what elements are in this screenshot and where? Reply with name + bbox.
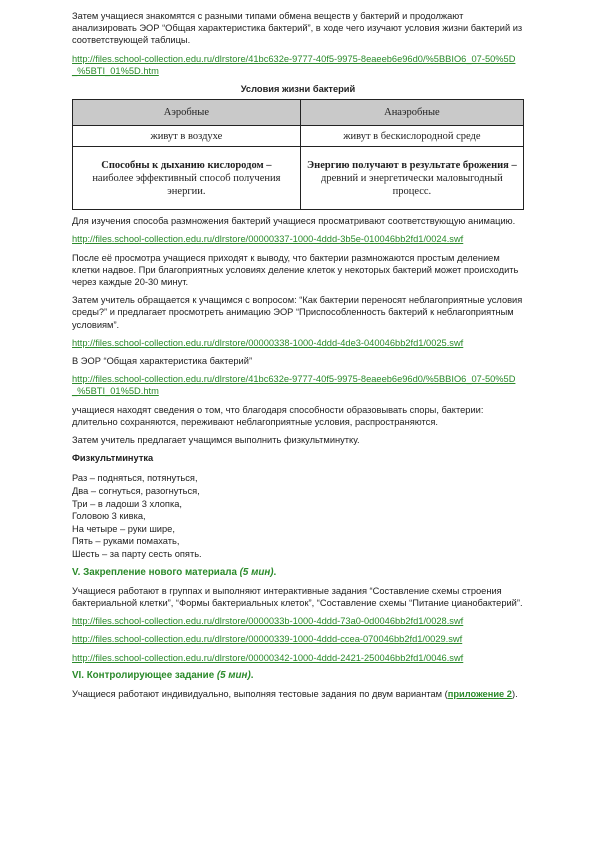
- individual-text: Учащиеся работают индивидуально, выполняя тестовые задания по двум вариантам (: [72, 689, 448, 700]
- section-6-heading: [72, 670, 524, 682]
- fizkult-intro-paragraph: Затем учитель предлагает учащимся выполнить физкультминутку.: [72, 435, 360, 446]
- poem-line: Раз – подняться, потянуться,: [72, 473, 198, 484]
- aerobic-energy-text: наиболее эффективный способ получения энергии.: [92, 172, 281, 197]
- poem-line: На четыре – руки шире,: [72, 523, 175, 534]
- intro-paragraph: Затем учащиеся знакомятся с разными типами обмена веществ у бактерий и продолжают анализировать ЭОР “Общая характеристика бактерий”, в ходе чего изучают условия жизни бактерий из соответствующей таблицы.: [72, 11, 523, 46]
- task-link-cell-scheme[interactable]: http://files.school-collection.edu.ru/dlrstore/0000033b-1000-4ddd-73a0-0d0046bb2fd1/0028.swf: [72, 616, 464, 627]
- poem: [72, 472, 524, 560]
- conditions-table: [72, 99, 524, 210]
- task-link-cell-forms[interactable]: http://files.school-collection.edu.ru/dlrstore/00000339-1000-4ddd-ccea-070046bb2fd1/0029.swf: [72, 634, 463, 645]
- section-6-title: VI. Контролирующее задание: [72, 669, 217, 681]
- individual-paragraph: [72, 688, 524, 700]
- aerobic-habitat: живут в воздухе: [73, 126, 301, 147]
- section-5-dot: .: [273, 566, 277, 578]
- spores-paragraph: учащиеся находят сведения о том, что благодаря способности образовывать споры, бактерии: длительно сохраняются, переживают неблагоприятные условия, распространяются.: [72, 404, 484, 427]
- section-5-time: (5 мин): [239, 566, 274, 578]
- poem-line: Пять – руками помахать,: [72, 536, 180, 547]
- eor-link-general[interactable]: http://files.school-collection.edu.ru/dlrstore/41bc632e-9777-40f5-9975-8eaeeb6e96d0/%5BBIO6_07-50%5D_%5BTI_01%5D.htm: [72, 53, 516, 76]
- poem-line: Три – в ладоши 3 хлопка,: [72, 498, 182, 509]
- teacher-question-paragraph: Затем учитель обращается к учащимся с вопросом: “Как бактерии переносят неблагоприятные условия среды?” и предлагает просмотреть анимацию ЭОР “Приспособленность бактерий к неблагоприятным условиям”.: [72, 295, 523, 330]
- aerobic-energy-cell: [73, 147, 301, 210]
- table-title: Условия жизни бактерий: [240, 84, 356, 95]
- section-5-heading: [72, 567, 524, 579]
- animation-link-reproduction[interactable]: http://files.school-collection.edu.ru/dlrstore/00000337-1000-4ddd-3b5e-010046bb2fd1/0024.swf: [72, 234, 464, 245]
- poem-line: Два – согнуться, разогнуться,: [72, 486, 200, 497]
- groups-paragraph: Учащиеся работают в группах и выполняют интерактивные задания “Составление схемы строения бактериальной клетки”, “Формы бактериальных клеток”, “Составление схемы “Питание цианобактерий”.: [72, 585, 523, 609]
- fizkult-title: Физкультминутка: [72, 453, 154, 464]
- header-aerobic: Аэробные: [73, 100, 301, 126]
- section-6-time: (5 мин): [216, 669, 251, 681]
- aerobic-energy-bold: Способны к дыханию кислородом –: [101, 159, 272, 171]
- anaerobic-energy-text: древний и энергетически маловыгодный процесс.: [321, 172, 503, 197]
- anaerobic-energy-cell: [300, 147, 523, 210]
- appendix-2-link[interactable]: приложение 2: [447, 689, 512, 700]
- eor-link-general-2[interactable]: http://files.school-collection.edu.ru/dlrstore/41bc632e-9777-40f5-9975-8eaeeb6e96d0/%5BBIO6_07-50%5D_%5BTI_01%5D.htm: [72, 374, 516, 397]
- document-page: [72, 10, 524, 706]
- anaerobic-habitat: живут в бескислородной среде: [300, 126, 523, 147]
- eor-paragraph: В ЭОР “Общая характеристика бактерий”: [72, 356, 253, 367]
- individual-end: ).: [511, 689, 518, 700]
- study-paragraph: Для изучения способа размножения бактерий учащиеся просматривают соответствующую анимацию.: [72, 216, 516, 227]
- poem-line: Головою 3 кивка,: [72, 511, 146, 522]
- section-6-dot: .: [250, 669, 254, 681]
- poem-line: Шесть – за парту сесть опять.: [72, 549, 202, 560]
- anaerobic-energy-bold: Энергию получают в результате брожения –: [307, 159, 517, 171]
- after-paragraph: После её просмотра учащиеся приходят к выводу, что бактерии размножаются простым делением клетки надвое. При благоприятных условиях деление клеток у некоторых бактерий может происходить через каждые 20-30 минут.: [72, 252, 519, 288]
- task-link-cyanobacteria[interactable]: http://files.school-collection.edu.ru/dlrstore/00000342-1000-4ddd-2421-250046bb2fd1/0046.swf: [72, 652, 464, 663]
- animation-link-adaptation[interactable]: http://files.school-collection.edu.ru/dlrstore/00000338-1000-4ddd-4de3-040046bb2fd1/0025.swf: [72, 337, 464, 348]
- section-5-title: V. Закрепление нового материала: [72, 566, 240, 578]
- header-anaerobic: Анаэробные: [300, 100, 523, 126]
